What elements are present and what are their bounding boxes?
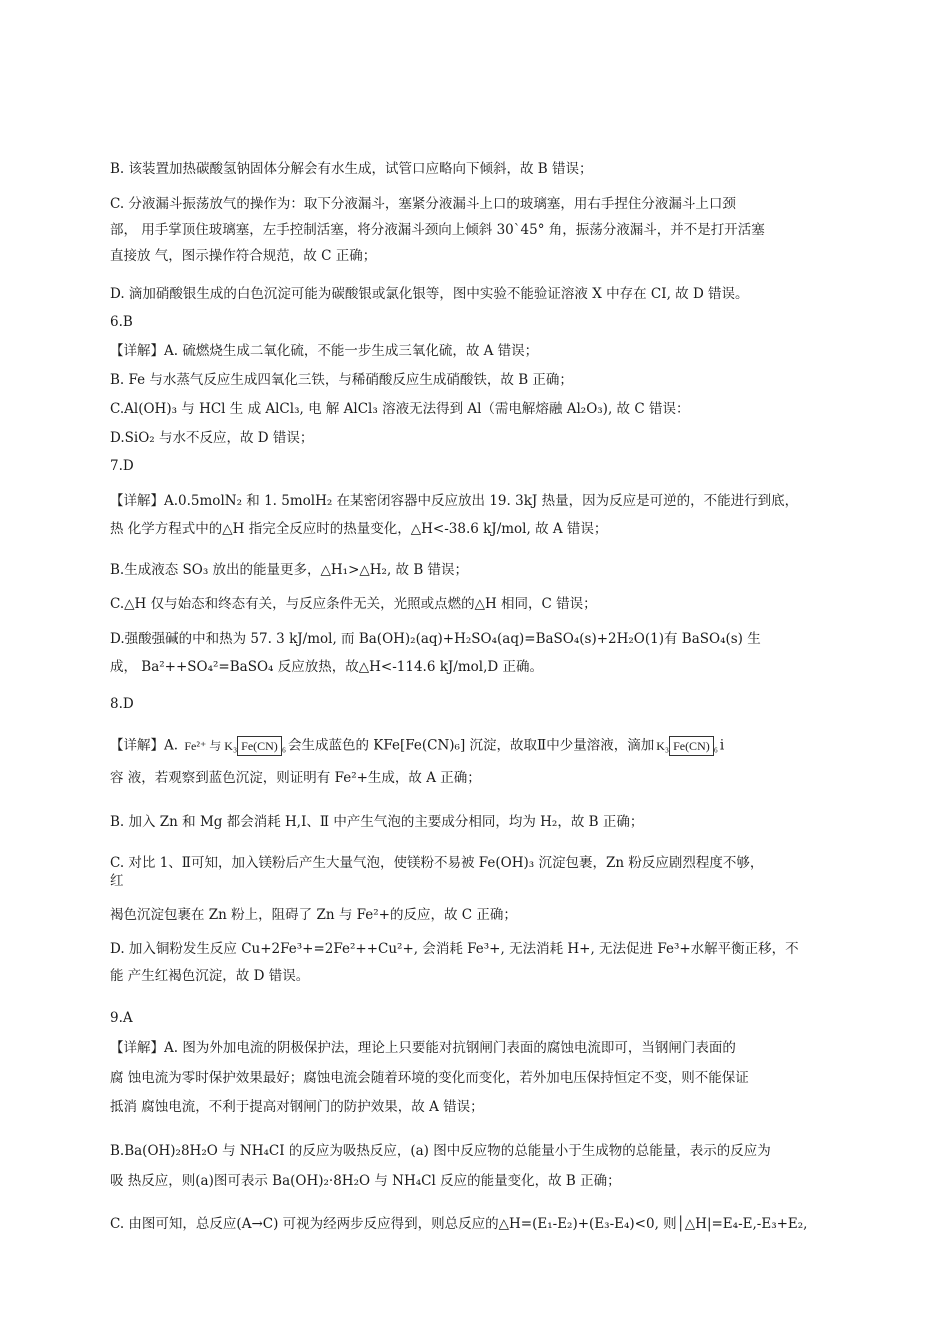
- text-line: 能 产生红褐色沉淀，故 D 错误。: [110, 968, 310, 984]
- text-line: 成， Ba²++SO₄²=BaSO₄ 反应放热，故△H<-114.6 kJ/mol,D 正确。: [110, 659, 543, 675]
- text-segment: 会生成蓝色的 KFe[Fe(CN)₆] 沉淀，故取Ⅱ中少量溶液，滴加: [288, 737, 655, 754]
- text-line: 热 化学方程式中的△H 指完全反应时的热量变化，△H<-38.6 kJ/mol, 故 A 错误；: [110, 521, 608, 537]
- text-line: 直接放 气，图示操作符合规范，故 C 正确；: [110, 248, 377, 264]
- text-line: B. Fe 与水蒸气反应生成四氧化三铁，与稀硝酸反应生成硝酸铁，故 B 正确；: [110, 372, 573, 388]
- text-line: C.Al(OH)₃ 与 HCl 生 成 AlCl₃, 电 解 AlCl₃ 溶液无法得到 Al（需电解熔融 Al₂O₃), 故 C 错误：: [110, 401, 690, 417]
- answer-label: 7.D: [110, 458, 134, 474]
- text-line: 部， 用手掌顶住玻璃塞，左手控制活塞，将分液漏斗颈向上倾斜 30ˋ45° 角，振荡分液漏斗，并不是打开活塞: [110, 222, 765, 238]
- formula-image: [182, 736, 288, 756]
- text-line: B.Ba(OH)₂8H₂O 与 NH₄CI 的反应为吸热反应，(a) 图中反应物的总能量小于生成物的总能量，表示的反应为: [110, 1143, 771, 1159]
- text-line: 吸 热反应，则(a)图可表示 Ba(OH)₂·8H₂O 与 NH₄Cl 反应的能量变化，故 B 正确；: [110, 1173, 621, 1189]
- text-line: D. 加入铜粉发生反应 Cu+2Fe³+=2Fe²++Cu²+, 会消耗 Fe³+, 无法消耗 H+, 无法促进 Fe³+水解平衡正移，不: [110, 941, 799, 957]
- formula-bracket: [237, 736, 282, 756]
- text-line: 抵消 腐蚀电流，不利于提高对钢闸门的防护效果，故 A 错误；: [110, 1099, 484, 1115]
- text-line: B.生成液态 SO₃ 放出的能量更多，△H₁>△H₂, 故 B 错误；: [110, 562, 469, 578]
- answer-label: 9.A: [110, 1010, 133, 1026]
- answer-label: 8.D: [110, 696, 134, 712]
- text-line: D.强酸强碱的中和热为 57. 3 kJ/mol, 而 Ba(OH)₂(aq)+H₂SO₄(aq)=BaSO₄(s)+2H₂O(1)有 BaSO₄(s) 生: [110, 631, 761, 647]
- text-line: D. 滴加硝酸银生成的白色沉淀可能为碳酸银或氯化银等，图中实验不能验证溶液 X 中存在 CI, 故 D 错误。: [110, 286, 749, 302]
- formula-bracket: [669, 736, 714, 756]
- text-line: 红: [110, 873, 124, 889]
- text-line: C.△H 仅与始态和终态有关，与反应条件无关，光照或点燃的△H 相同，C 错误；: [110, 596, 597, 612]
- detail-prefix: 【详解】A.: [110, 737, 179, 754]
- text-line: 【详解】A. 图为外加电流的阴极保护法，理论上只要能对抗钢闸门表面的腐蚀电流即可，当钢闸门表面的: [110, 1040, 736, 1056]
- formula-complex: Fe(CN): [241, 739, 278, 753]
- formula-image: [654, 736, 720, 756]
- text-line: 【详解】A.0.5molN₂ 和 1. 5molH₂ 在某密闭容器中反应放出 19. 3kJ 热量，因为反应是可逆的，不能进行到底，: [110, 493, 799, 509]
- text-line: 【详解】A. 硫燃烧生成二氧化硫，不能一步生成三氧化硫，故 A 错误；: [110, 343, 539, 359]
- text-segment: i: [719, 737, 725, 754]
- formula-sub: ₆: [281, 739, 286, 753]
- text-line: C. 由图可知，总反应(A→C) 可视为经两步反应得到，则总反应的△H=(E₁-E₂)+(E₃-E₄)<0, 则│△H|=E₄-E,-E₃+E₂,: [110, 1216, 808, 1232]
- text-line: C. 对比 1、Ⅱ可知，加入镁粉后产生大量气泡，使镁粉不易被 Fe(OH)₃ 沉淀包裹，Zn 粉反应剧烈程度不够，: [110, 855, 764, 871]
- formula-text: K₃: [656, 739, 670, 753]
- formula-sub: ₆: [713, 739, 718, 753]
- formula-complex: Fe(CN): [673, 739, 710, 753]
- text-line: 腐 蚀电流为零时保护效果最好；腐蚀电流会随着环境的变化而变化，若外加电压保持恒定不变，则不能保证: [110, 1070, 749, 1086]
- text-line: C. 分液漏斗振荡放气的操作为：取下分液漏斗，塞紧分液漏斗上口的玻璃塞，用右手捏住分液漏斗上口颈: [110, 196, 736, 212]
- text-line: B. 加入 Zn 和 Mg 都会消耗 H,I、Ⅱ 中产生气泡的主要成分相同，均为 H₂，故 B 正确；: [110, 814, 644, 830]
- answer-label: 6.B: [110, 314, 133, 330]
- text-line-with-formula: [110, 736, 840, 756]
- text-line: B. 该装置加热碳酸氢钠固体分解会有水生成，试管口应略向下倾斜，故 B 错误；: [110, 161, 593, 177]
- text-line: 褐色沉淀包裹在 Zn 粉上，阻碍了 Zn 与 Fe²+的反应，故 C 正确；: [110, 907, 517, 923]
- text-line: 容 液，若观察到蓝色沉淀，则证明有 Fe²+生成，故 A 正确；: [110, 770, 481, 786]
- formula-text: Fe²⁺ 与 K₃: [184, 739, 238, 753]
- text-line: D.SiO₂ 与水不反应，故 D 错误；: [110, 430, 314, 446]
